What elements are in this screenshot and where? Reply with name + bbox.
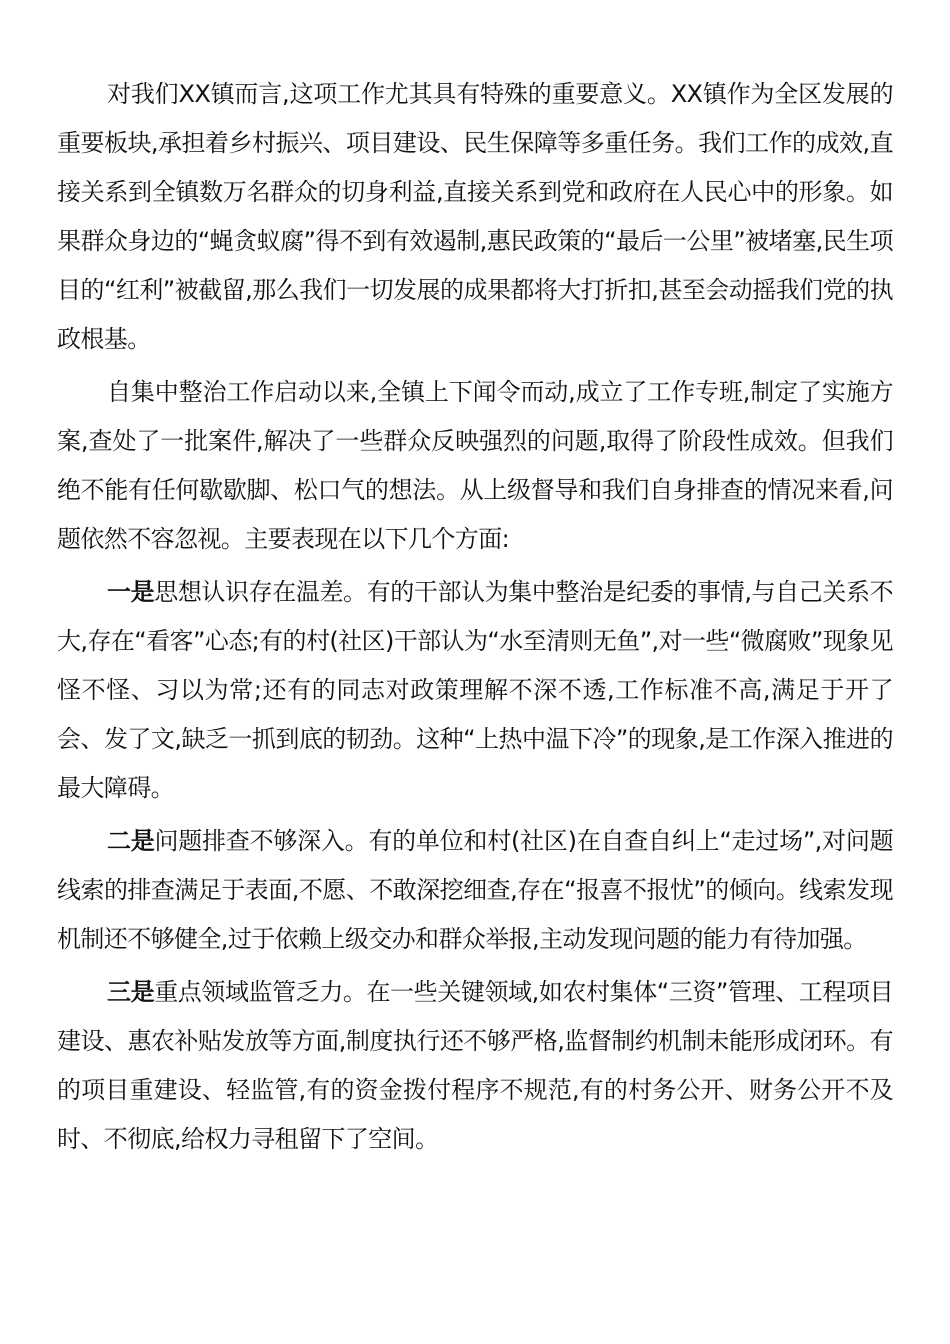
document-page bbox=[57, 70, 893, 1168]
paragraph-issue-three bbox=[57, 968, 893, 1164]
paragraph-text: 自集中整治工作启动以来,全镇上下闻令而动,成立了工作专班,制定了实施方案,查处了一批案件,解决了一些群众反映强烈的问题,取得了阶段性成效。但我们绝不能有任何歇歇脚、松口气的想法。从上级督导和我们自身排查的情况来看,问题依然不容忽视。主要表现在以下几个方面: bbox=[57, 378, 893, 553]
paragraph-significance bbox=[57, 70, 893, 364]
paragraph-text: 重点领域监管乏力。在一些关键领域,如农村集体“三资”管理、工程项目建设、惠农补贴发放等方面,制度执行还不够严格,监督制约机制未能形成闭环。有的项目重建设、轻监管,有的资金拨付程序不规范,有的村务公开、财务公开不及时、不彻底,给权力寻租留下了空间。 bbox=[57, 978, 893, 1153]
paragraph-lead-bold: 一是 bbox=[107, 578, 155, 606]
paragraph-text: 问题排查不够深入。有的单位和村(社区)在自查自纠上“走过场”,对问题线索的排查满足于表面,不愿、不敢深挖细查,存在“报喜不报忧”的倾向。线索发现机制还不够健全,过于依赖上级交办和群众举报,主动发现问题的能力有待加强。 bbox=[57, 827, 893, 953]
paragraph-text: 思想认识存在温差。有的干部认为集中整治是纪委的事情,与自己关系不大,存在“看客”心态;有的村(社区)干部认为“水至清则无鱼”,对一些“微腐败”现象见怪不怪、习以为常;还有的同志对政策理解不深不透,工作标准不高,满足于开了会、发了文,缺乏一抓到底的韧劲。这种“上热中温下冷”的现象,是工作深入推进的最大障碍。 bbox=[57, 578, 893, 802]
paragraph-lead-bold: 三是 bbox=[107, 978, 155, 1006]
paragraph-issue-two bbox=[57, 817, 893, 964]
paragraph-text: 对我们XX镇而言,这项工作尤其具有特殊的重要意义。XX镇作为全区发展的重要板块,承担着乡村振兴、项目建设、民生保障等多重任务。我们工作的成效,直接关系到全镇数万名群众的切身利益,直接关系到党和政府在人民心中的形象。如果群众身边的“蝇贪蚁腐”得不到有效遏制,惠民政策的“最后一公里”被堵塞,民生项目的“红利”被截留,那么我们一切发展的成果都将大打折扣,甚至会动摇我们党的执政根基。 bbox=[57, 80, 893, 353]
paragraph-lead-bold: 二是 bbox=[107, 827, 155, 855]
paragraph-issue-one bbox=[57, 568, 893, 813]
paragraph-progress bbox=[57, 368, 893, 564]
